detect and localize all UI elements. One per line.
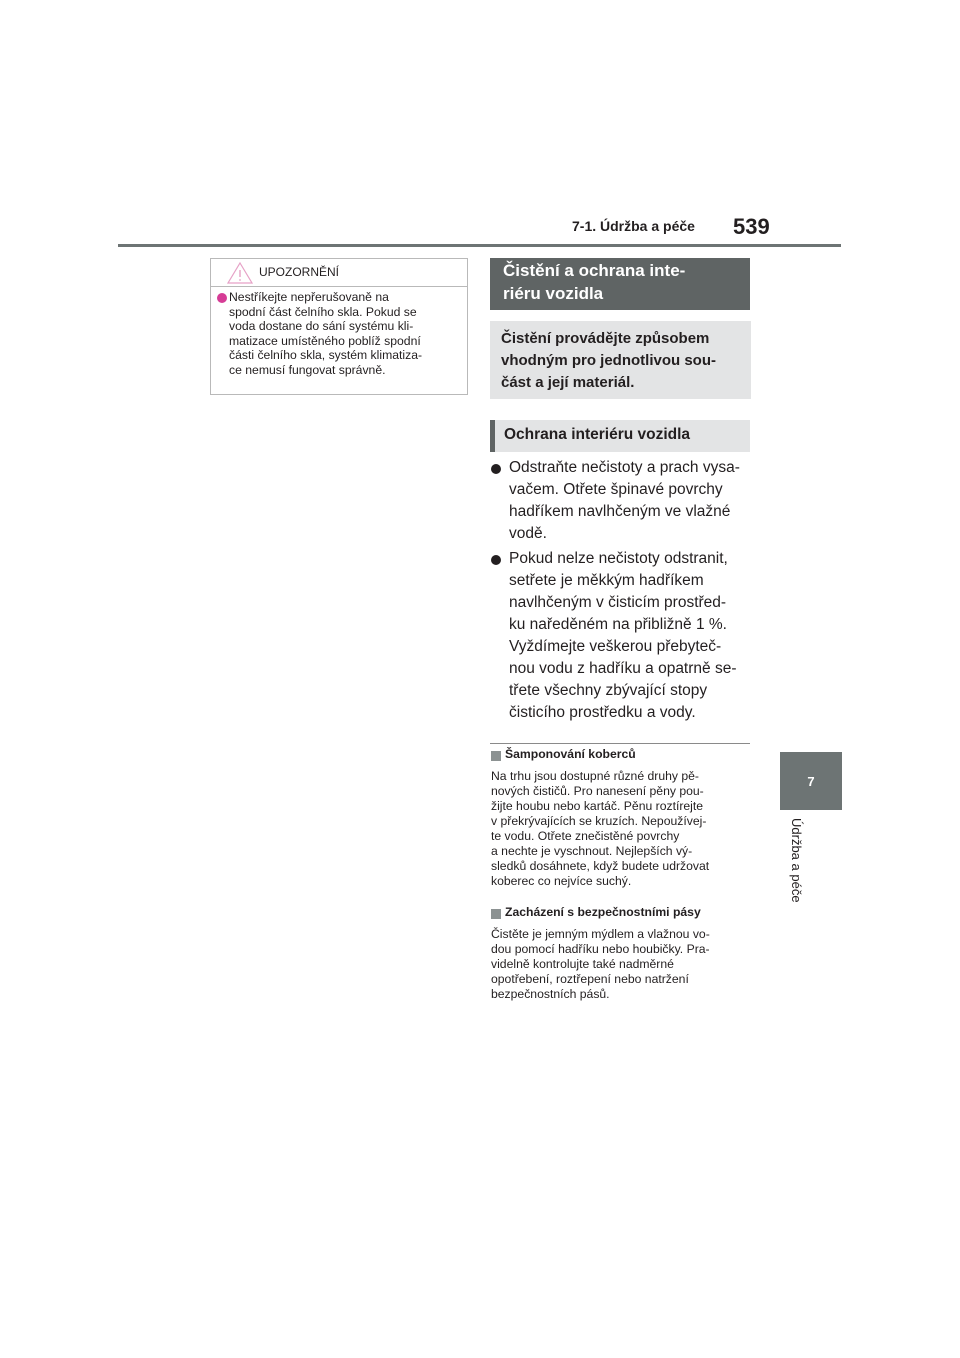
section-body-line: videlně kontrolujte také nadměrné (491, 957, 674, 971)
bullet-1-line: Odstraňte nečistoty a prach vysa- (509, 459, 740, 476)
section-body-line: Čistěte je jemným mýdlem a vlažnou vo- (491, 927, 710, 941)
section-body-line: nových čističů. Pro nanesení pěny pou- (491, 784, 704, 798)
chapter-label: Údržba a péče (789, 818, 804, 903)
bullet-2-line: setřete je měkkým hadříkem (509, 572, 704, 589)
section-body-line: žijte houbu nebo kartáč. Pěnu roztírejte (491, 799, 704, 813)
warning-text-line: voda dostane do sání systému kli- (229, 319, 414, 333)
warning-text-line: spodní část čelního skla. Pokud se (229, 304, 417, 319)
chapter-label-container (786, 818, 806, 928)
section-title-banner (490, 258, 750, 310)
lead-box (490, 321, 751, 399)
warning-text-line: matizace umístěného poblíž spodní (229, 333, 421, 348)
warning-text-line: části čelního skla, systém klimatiza- (229, 348, 423, 362)
section-body-line: v překrývajících se kruzích. Nepoužívej- (491, 814, 707, 828)
lead-line-3: část a její materiál. (501, 374, 635, 391)
section-body-line: a nechte je vyschnout. Nejlepších vý- (491, 844, 693, 858)
section-body-line: te vodu. Otřete znečistěné povrchy (491, 829, 680, 843)
subheading-accent (490, 420, 495, 452)
section-body-line: opotřebení, roztřepení nebo natržení (491, 972, 689, 986)
bullet-2-line: navlhčeným v čisticím prostřed- (509, 594, 727, 611)
bullet-2-line: Vyždímejte veškerou přebyteč- (509, 638, 722, 655)
warning-box (210, 258, 468, 395)
section-body-line: Na trhu jsou dostupné různé druhy pě- (491, 769, 699, 783)
chapter-tab (780, 752, 842, 810)
section-body-line: koberec co nejvíce suchý. (491, 874, 632, 888)
subheading: Ochrana interiéru vozidla (504, 426, 691, 443)
bullet-2-line: třete všechny zbývající stopy (509, 682, 708, 699)
warning-text-line: Nestříkejte nepřerušovaně na (229, 290, 389, 304)
section-square-marker (491, 909, 501, 919)
bullet-2-line: čisticího prostředku a vody. (509, 704, 696, 721)
title-line-2: riéru vozidla (503, 284, 604, 303)
header-rule (118, 244, 841, 247)
bullet-1-line: vačem. Otřete špinavé povrchy (509, 481, 723, 498)
page-number: 539 (733, 214, 770, 239)
running-header-section: 7-1. Údržba a péče (572, 218, 695, 234)
subheading-bar (490, 420, 750, 452)
warning-triangle-icon (227, 262, 253, 284)
section-heading-carpet: Šamponování koberců (505, 747, 636, 761)
section-body-line: bezpečnostních pásů. (491, 987, 610, 1001)
bullet-2-line: ku naředěném na přibližně 1 %. (509, 616, 727, 633)
bullet-1-line: vodě. (509, 525, 547, 542)
warning-title: UPOZORNĚNÍ (259, 265, 340, 279)
lead-line-2: vhodným pro jednotlivou sou- (501, 352, 716, 369)
warning-bullet (217, 293, 227, 303)
section-square-marker (491, 751, 501, 761)
section-divider (490, 743, 750, 744)
bullet-2-line: nou vodu z hadříku a opatrně se- (509, 660, 737, 677)
section-body-line: sledků dosáhnete, když budete udržovat (491, 859, 710, 873)
bullet-1-line: hadříkem navlhčeným ve vlažné (509, 503, 731, 520)
warning-text-line: ce nemusí fungovat správně. (229, 362, 386, 377)
lead-line-1: Čistění provádějte způsobem (501, 330, 710, 347)
bullet-marker (491, 555, 501, 565)
warning-header (211, 259, 467, 287)
bullet-marker (491, 464, 501, 474)
section-heading-seatbelts: Zacházení s bezpečnostními pásy (505, 905, 701, 919)
chapter-number: 7 (807, 773, 815, 789)
section-body-line: dou pomocí hadříku nebo houbičky. Pra- (491, 942, 710, 956)
title-line-1: Čistění a ochrana inte- (503, 261, 686, 280)
bullet-2-line: Pokud nelze nečistoty odstranit, (509, 550, 728, 567)
warning-text (229, 290, 463, 377)
